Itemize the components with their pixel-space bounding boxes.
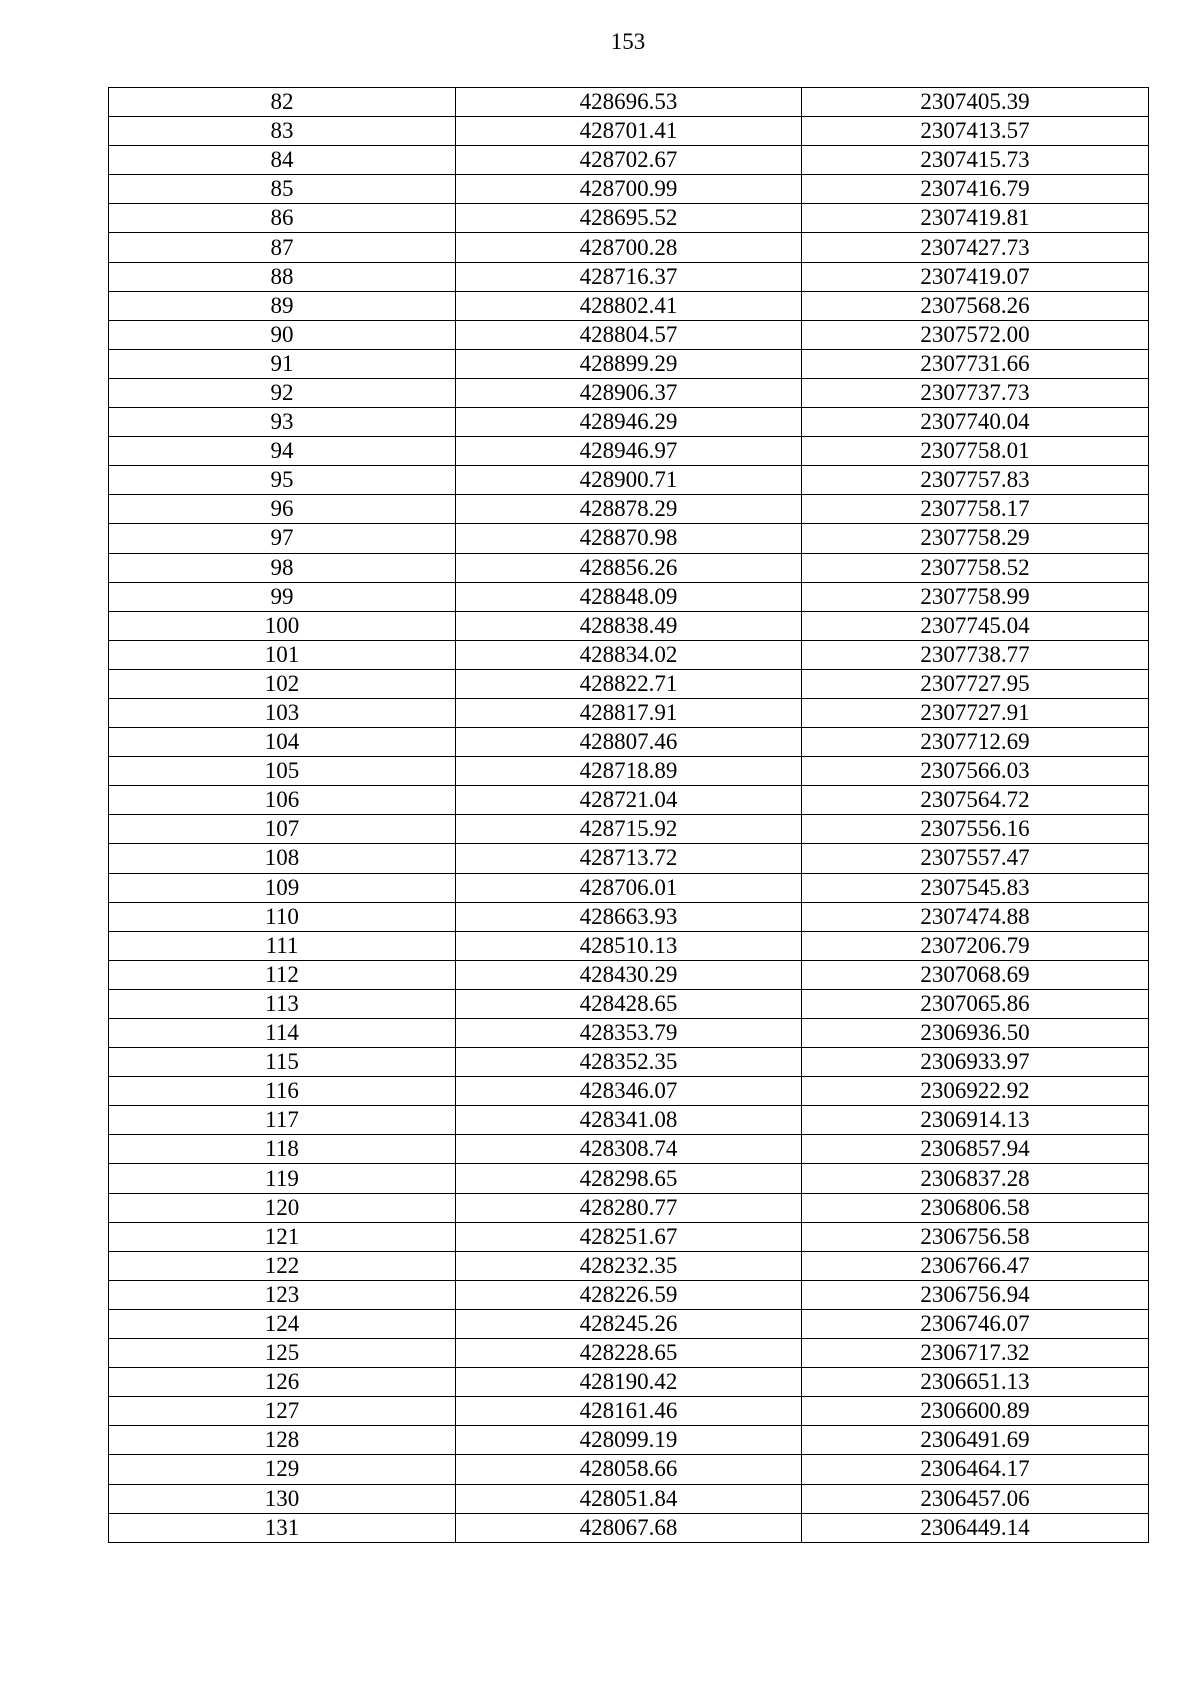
- table-row: [109, 1193, 1149, 1222]
- table-row: [109, 1309, 1149, 1338]
- y-coordinate-cell: 2306449.14: [802, 1513, 1149, 1542]
- coordinates-table-body: [109, 88, 1149, 1543]
- point-number-cell: 90: [109, 320, 456, 349]
- x-coordinate-cell: 428058.66: [456, 1455, 802, 1484]
- point-number-cell: 82: [109, 88, 456, 117]
- x-coordinate-cell: 428802.41: [456, 291, 802, 320]
- x-coordinate-cell: 428848.09: [456, 582, 802, 611]
- point-number-cell: 129: [109, 1455, 456, 1484]
- point-number-cell: 116: [109, 1077, 456, 1106]
- x-coordinate-cell: 428428.65: [456, 989, 802, 1018]
- point-number-cell: 101: [109, 640, 456, 669]
- x-coordinate-cell: 428856.26: [456, 553, 802, 582]
- x-coordinate-cell: 428352.35: [456, 1048, 802, 1077]
- y-coordinate-cell: 2306922.92: [802, 1077, 1149, 1106]
- y-coordinate-cell: 2307474.88: [802, 902, 1149, 931]
- table-row: [109, 728, 1149, 757]
- table-row: [109, 786, 1149, 815]
- point-number-cell: 85: [109, 175, 456, 204]
- table-row: [109, 815, 1149, 844]
- x-coordinate-cell: 428280.77: [456, 1193, 802, 1222]
- y-coordinate-cell: 2306756.58: [802, 1222, 1149, 1251]
- y-coordinate-cell: 2307758.99: [802, 582, 1149, 611]
- x-coordinate-cell: 428308.74: [456, 1135, 802, 1164]
- x-coordinate-cell: 428353.79: [456, 1019, 802, 1048]
- x-coordinate-cell: 428226.59: [456, 1280, 802, 1309]
- point-number-cell: 100: [109, 611, 456, 640]
- table-row: [109, 960, 1149, 989]
- y-coordinate-cell: 2307737.73: [802, 378, 1149, 407]
- point-number-cell: 110: [109, 902, 456, 931]
- x-coordinate-cell: 428232.35: [456, 1251, 802, 1280]
- x-coordinate-cell: 428346.07: [456, 1077, 802, 1106]
- point-number-cell: 93: [109, 408, 456, 437]
- x-coordinate-cell: 428228.65: [456, 1339, 802, 1368]
- x-coordinate-cell: 428822.71: [456, 669, 802, 698]
- point-number-cell: 88: [109, 262, 456, 291]
- point-number-cell: 87: [109, 233, 456, 262]
- table-row: [109, 757, 1149, 786]
- table-row: [109, 408, 1149, 437]
- x-coordinate-cell: 428713.72: [456, 844, 802, 873]
- table-row: [109, 291, 1149, 320]
- table-row: [109, 1426, 1149, 1455]
- y-coordinate-cell: 2307427.73: [802, 233, 1149, 262]
- table-row: [109, 669, 1149, 698]
- table-row: [109, 1455, 1149, 1484]
- table-row: [109, 524, 1149, 553]
- table-row: [109, 640, 1149, 669]
- y-coordinate-cell: 2307413.57: [802, 117, 1149, 146]
- y-coordinate-cell: 2306457.06: [802, 1484, 1149, 1513]
- point-number-cell: 120: [109, 1193, 456, 1222]
- x-coordinate-cell: 428715.92: [456, 815, 802, 844]
- x-coordinate-cell: 428051.84: [456, 1484, 802, 1513]
- table-row: [109, 873, 1149, 902]
- point-number-cell: 103: [109, 698, 456, 727]
- x-coordinate-cell: 428701.41: [456, 117, 802, 146]
- y-coordinate-cell: 2306766.47: [802, 1251, 1149, 1280]
- x-coordinate-cell: 428878.29: [456, 495, 802, 524]
- table-row: [109, 204, 1149, 233]
- point-number-cell: 131: [109, 1513, 456, 1542]
- table-row: [109, 262, 1149, 291]
- point-number-cell: 102: [109, 669, 456, 698]
- y-coordinate-cell: 2307065.86: [802, 989, 1149, 1018]
- x-coordinate-cell: 428700.28: [456, 233, 802, 262]
- table-row: [109, 1135, 1149, 1164]
- y-coordinate-cell: 2307758.52: [802, 553, 1149, 582]
- x-coordinate-cell: 428838.49: [456, 611, 802, 640]
- x-coordinate-cell: 428067.68: [456, 1513, 802, 1542]
- point-number-cell: 115: [109, 1048, 456, 1077]
- table-row: [109, 1164, 1149, 1193]
- y-coordinate-cell: 2307566.03: [802, 757, 1149, 786]
- table-row: [109, 1397, 1149, 1426]
- table-row: [109, 1513, 1149, 1542]
- y-coordinate-cell: 2307727.91: [802, 698, 1149, 727]
- y-coordinate-cell: 2307727.95: [802, 669, 1149, 698]
- table-row: [109, 1368, 1149, 1397]
- x-coordinate-cell: 428696.53: [456, 88, 802, 117]
- y-coordinate-cell: 2307572.00: [802, 320, 1149, 349]
- y-coordinate-cell: 2306600.89: [802, 1397, 1149, 1426]
- x-coordinate-cell: 428718.89: [456, 757, 802, 786]
- x-coordinate-cell: 428695.52: [456, 204, 802, 233]
- point-number-cell: 96: [109, 495, 456, 524]
- point-number-cell: 89: [109, 291, 456, 320]
- y-coordinate-cell: 2306746.07: [802, 1309, 1149, 1338]
- y-coordinate-cell: 2306756.94: [802, 1280, 1149, 1309]
- table-row: [109, 1222, 1149, 1251]
- table-row: [109, 88, 1149, 117]
- point-number-cell: 99: [109, 582, 456, 611]
- point-number-cell: 94: [109, 437, 456, 466]
- x-coordinate-cell: 428341.08: [456, 1106, 802, 1135]
- point-number-cell: 106: [109, 786, 456, 815]
- point-number-cell: 118: [109, 1135, 456, 1164]
- x-coordinate-cell: 428510.13: [456, 931, 802, 960]
- coordinates-table: [108, 87, 1149, 1543]
- y-coordinate-cell: 2306806.58: [802, 1193, 1149, 1222]
- table-row: [109, 378, 1149, 407]
- table-row: [109, 1106, 1149, 1135]
- y-coordinate-cell: 2307758.29: [802, 524, 1149, 553]
- point-number-cell: 84: [109, 146, 456, 175]
- x-coordinate-cell: 428298.65: [456, 1164, 802, 1193]
- y-coordinate-cell: 2307556.16: [802, 815, 1149, 844]
- point-number-cell: 83: [109, 117, 456, 146]
- point-number-cell: 125: [109, 1339, 456, 1368]
- table-row: [109, 553, 1149, 582]
- point-number-cell: 105: [109, 757, 456, 786]
- point-number-cell: 104: [109, 728, 456, 757]
- table-row: [109, 1339, 1149, 1368]
- x-coordinate-cell: 428700.99: [456, 175, 802, 204]
- x-coordinate-cell: 428804.57: [456, 320, 802, 349]
- y-coordinate-cell: 2307557.47: [802, 844, 1149, 873]
- x-coordinate-cell: 428245.26: [456, 1309, 802, 1338]
- point-number-cell: 121: [109, 1222, 456, 1251]
- point-number-cell: 130: [109, 1484, 456, 1513]
- point-number-cell: 109: [109, 873, 456, 902]
- y-coordinate-cell: 2307740.04: [802, 408, 1149, 437]
- table-row: [109, 437, 1149, 466]
- point-number-cell: 122: [109, 1251, 456, 1280]
- table-row: [109, 1484, 1149, 1513]
- point-number-cell: 128: [109, 1426, 456, 1455]
- x-coordinate-cell: 428190.42: [456, 1368, 802, 1397]
- table-row: [109, 1048, 1149, 1077]
- x-coordinate-cell: 428161.46: [456, 1397, 802, 1426]
- point-number-cell: 127: [109, 1397, 456, 1426]
- y-coordinate-cell: 2306464.17: [802, 1455, 1149, 1484]
- y-coordinate-cell: 2307712.69: [802, 728, 1149, 757]
- y-coordinate-cell: 2307416.79: [802, 175, 1149, 204]
- table-row: [109, 1077, 1149, 1106]
- table-row: [109, 582, 1149, 611]
- table-row: [109, 1280, 1149, 1309]
- point-number-cell: 114: [109, 1019, 456, 1048]
- y-coordinate-cell: 2306936.50: [802, 1019, 1149, 1048]
- x-coordinate-cell: 428906.37: [456, 378, 802, 407]
- table-row: [109, 611, 1149, 640]
- table-row: [109, 117, 1149, 146]
- table-row: [109, 931, 1149, 960]
- y-coordinate-cell: 2307738.77: [802, 640, 1149, 669]
- y-coordinate-cell: 2307758.01: [802, 437, 1149, 466]
- table-row: [109, 175, 1149, 204]
- point-number-cell: 108: [109, 844, 456, 873]
- y-coordinate-cell: 2306651.13: [802, 1368, 1149, 1397]
- y-coordinate-cell: 2306857.94: [802, 1135, 1149, 1164]
- y-coordinate-cell: 2307731.66: [802, 349, 1149, 378]
- table-row: [109, 902, 1149, 931]
- page-number: 153: [610, 29, 646, 54]
- point-number-cell: 113: [109, 989, 456, 1018]
- y-coordinate-cell: 2307545.83: [802, 873, 1149, 902]
- x-coordinate-cell: 428899.29: [456, 349, 802, 378]
- table-row: [109, 989, 1149, 1018]
- y-coordinate-cell: 2307405.39: [802, 88, 1149, 117]
- y-coordinate-cell: 2306491.69: [802, 1426, 1149, 1455]
- x-coordinate-cell: 428706.01: [456, 873, 802, 902]
- table-row: [109, 349, 1149, 378]
- table-row: [109, 146, 1149, 175]
- x-coordinate-cell: 428430.29: [456, 960, 802, 989]
- x-coordinate-cell: 428946.29: [456, 408, 802, 437]
- x-coordinate-cell: 428834.02: [456, 640, 802, 669]
- y-coordinate-cell: 2307419.07: [802, 262, 1149, 291]
- y-coordinate-cell: 2306837.28: [802, 1164, 1149, 1193]
- point-number-cell: 119: [109, 1164, 456, 1193]
- point-number-cell: 126: [109, 1368, 456, 1397]
- x-coordinate-cell: 428946.97: [456, 437, 802, 466]
- y-coordinate-cell: 2306933.97: [802, 1048, 1149, 1077]
- y-coordinate-cell: 2306914.13: [802, 1106, 1149, 1135]
- x-coordinate-cell: 428251.67: [456, 1222, 802, 1251]
- point-number-cell: 111: [109, 931, 456, 960]
- point-number-cell: 123: [109, 1280, 456, 1309]
- point-number-cell: 107: [109, 815, 456, 844]
- x-coordinate-cell: 428702.67: [456, 146, 802, 175]
- point-number-cell: 98: [109, 553, 456, 582]
- x-coordinate-cell: 428099.19: [456, 1426, 802, 1455]
- table-row: [109, 1019, 1149, 1048]
- table-row: [109, 698, 1149, 727]
- point-number-cell: 112: [109, 960, 456, 989]
- point-number-cell: 95: [109, 466, 456, 495]
- x-coordinate-cell: 428807.46: [456, 728, 802, 757]
- table-row: [109, 233, 1149, 262]
- x-coordinate-cell: 428900.71: [456, 466, 802, 495]
- x-coordinate-cell: 428716.37: [456, 262, 802, 291]
- table-row: [109, 1251, 1149, 1280]
- x-coordinate-cell: 428870.98: [456, 524, 802, 553]
- point-number-cell: 97: [109, 524, 456, 553]
- table-row: [109, 320, 1149, 349]
- table-row: [109, 466, 1149, 495]
- point-number-cell: 91: [109, 349, 456, 378]
- y-coordinate-cell: 2307415.73: [802, 146, 1149, 175]
- x-coordinate-cell: 428721.04: [456, 786, 802, 815]
- x-coordinate-cell: 428817.91: [456, 698, 802, 727]
- y-coordinate-cell: 2307419.81: [802, 204, 1149, 233]
- point-number-cell: 92: [109, 378, 456, 407]
- table-row: [109, 495, 1149, 524]
- point-number-cell: 117: [109, 1106, 456, 1135]
- y-coordinate-cell: 2307757.83: [802, 466, 1149, 495]
- point-number-cell: 124: [109, 1309, 456, 1338]
- y-coordinate-cell: 2307564.72: [802, 786, 1149, 815]
- table-row: [109, 844, 1149, 873]
- y-coordinate-cell: 2307758.17: [802, 495, 1149, 524]
- y-coordinate-cell: 2306717.32: [802, 1339, 1149, 1368]
- y-coordinate-cell: 2307745.04: [802, 611, 1149, 640]
- y-coordinate-cell: 2307206.79: [802, 931, 1149, 960]
- y-coordinate-cell: 2307568.26: [802, 291, 1149, 320]
- point-number-cell: 86: [109, 204, 456, 233]
- x-coordinate-cell: 428663.93: [456, 902, 802, 931]
- y-coordinate-cell: 2307068.69: [802, 960, 1149, 989]
